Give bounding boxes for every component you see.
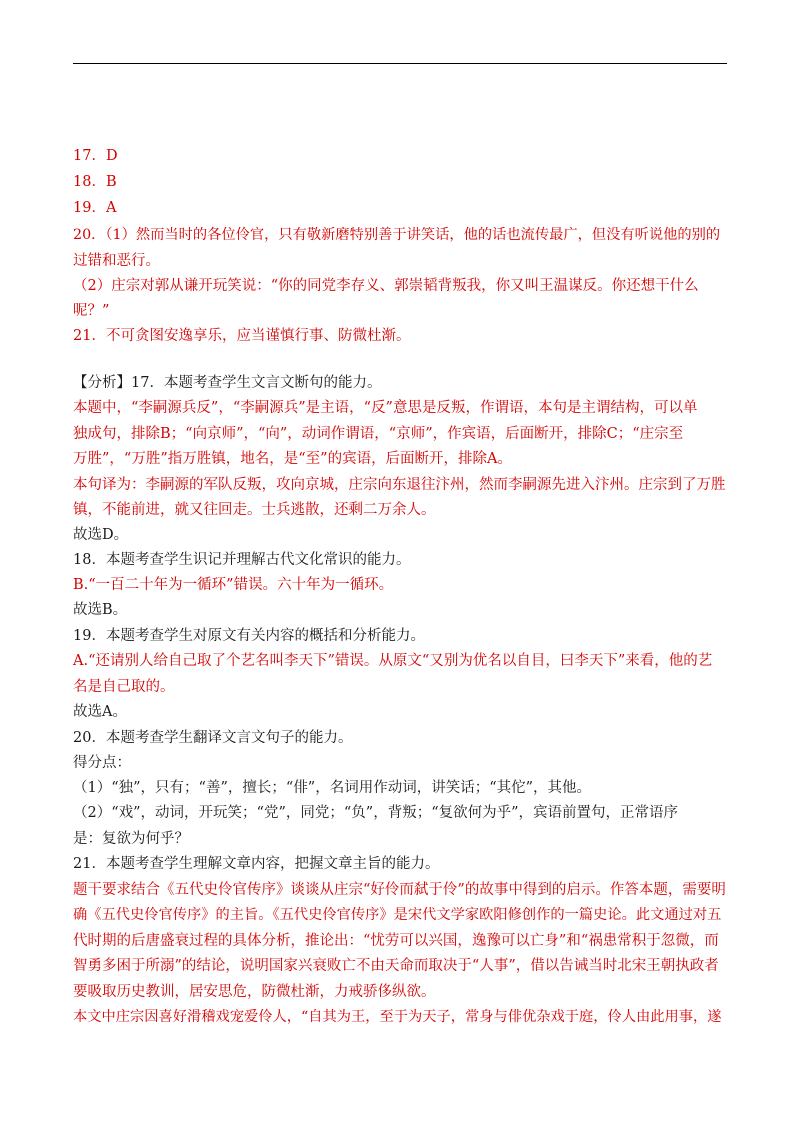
analysis-line: （2）“戏”，动词，开玩笑；“党”，同党；“负”，背叛；“复欲何为乎”，宾语前置句，正常语序 <box>73 805 679 821</box>
answer-line: （2）庄宗对郭从谦开玩笑说：“你的同党李存义、郭崇韬背叛我，你又叫王温谋反。你还想干什么 <box>73 278 699 294</box>
analysis-line: 【分析】17．本题考查学生文言文断句的能力。 <box>73 375 382 391</box>
answer-line: 18．B <box>73 174 117 190</box>
analysis-line: 故选A。 <box>73 704 127 720</box>
answer-line: 20．（1）然而当时的各位伶官，只有敬新磨特别善于讲笑话，他的话也流传最广，但没有听说他的别的 <box>73 227 721 243</box>
analysis-line: 确《五代史伶官传序》的主旨。《五代史伶官传序》是宋代文学家欧阳修创作的一篇史论。此文通过对五 <box>73 907 722 923</box>
analysis-line: A.“还请别人给自己取了个艺名叫李天下”错误。从原文“又别为优名以自目，曰李天下”来看，他的艺 <box>73 653 713 669</box>
answer-line: 17．D <box>73 148 118 164</box>
answer-line: 过错和恶行。 <box>73 253 160 269</box>
answer-line: 21．不可贪图安逸享乐，应当谨慎行事、防微杜渐。 <box>73 328 411 344</box>
analysis-line: 故选B。 <box>73 602 128 618</box>
analysis-line: 本题中，“李嗣源兵反”，“李嗣源兵”是主语，“反”意思是反叛，作谓语，本句是主谓结构，可以单 <box>73 400 698 416</box>
analysis-line: 得分点： <box>73 755 131 771</box>
analysis-line: 题干要求结合《五代史伶官传序》谈谈从庄宗“好伶而弑于伶”的故事中得到的启示。作答本题，需要明 <box>73 882 726 898</box>
analysis-line: （1）“独”，只有；“善”，擅长；“俳”，名词用作动词，讲笑话；“其佗”，其他。 <box>73 780 592 796</box>
analysis-line: 19．本题考查学生对原文有关内容的概括和分析能力。 <box>73 628 425 644</box>
analysis-line: 独成句，排除B；“向京师”，“向”，动词作谓语，“京师”，作宾语，后面断开，排除C；“庄宗至 <box>73 426 684 442</box>
analysis-line: 本文中庄宗因喜好滑稽戏宠爱伶人，“自其为王，至于为天子，常身与俳优杂戏于庭，伶人由此用事，遂 <box>73 1009 722 1025</box>
answer-line: 19．A <box>73 200 117 216</box>
analysis-line: 万胜”，“万胜”指万胜镇，地名，是“至”的宾语，后面断开，排除A。 <box>73 451 513 467</box>
analysis-line: 是：复欲为何乎？ <box>73 831 189 847</box>
analysis-line: 名是自己取的。 <box>73 679 175 695</box>
analysis-line: 21．本题考查学生理解文章内容，把握文章主旨的能力。 <box>73 856 440 872</box>
header-rule <box>73 63 727 64</box>
analysis-line: 本句译为：李嗣源的军队反叛，攻向京城，庄宗向东退往汴州，然而李嗣源先进入汴州。庄宗到了万胜 <box>73 477 726 493</box>
answer-line: 呢？” <box>73 303 110 319</box>
analysis-line: 镇，不能前进，就又往回走。士兵逃散，还剩二万余人。 <box>73 502 436 518</box>
analysis-line: B.“一百二十年为一循环”错误。六十年为一循环。 <box>73 577 394 593</box>
analysis-line: 18．本题考查学生识记并理解古代文化常识的能力。 <box>73 552 411 568</box>
analysis-line: 要吸取历史教训，居安思危，防微杜渐，力戒骄侈纵欲。 <box>73 984 436 1000</box>
analysis-line: 20．本题考查学生翻译文言文句子的能力。 <box>73 730 353 746</box>
analysis-line: 代时期的后唐盛衰过程的具体分析，推论出：“忧劳可以兴国，逸豫可以亡身”和“祸患常积于忽微，而 <box>73 933 719 949</box>
analysis-line: 智勇多困于所溺”的结论，说明国家兴衰败亡不由天命而取决于“人事”，借以告诫当时北宋王朝执政者 <box>73 958 719 974</box>
analysis-line: 故选D。 <box>73 527 129 543</box>
